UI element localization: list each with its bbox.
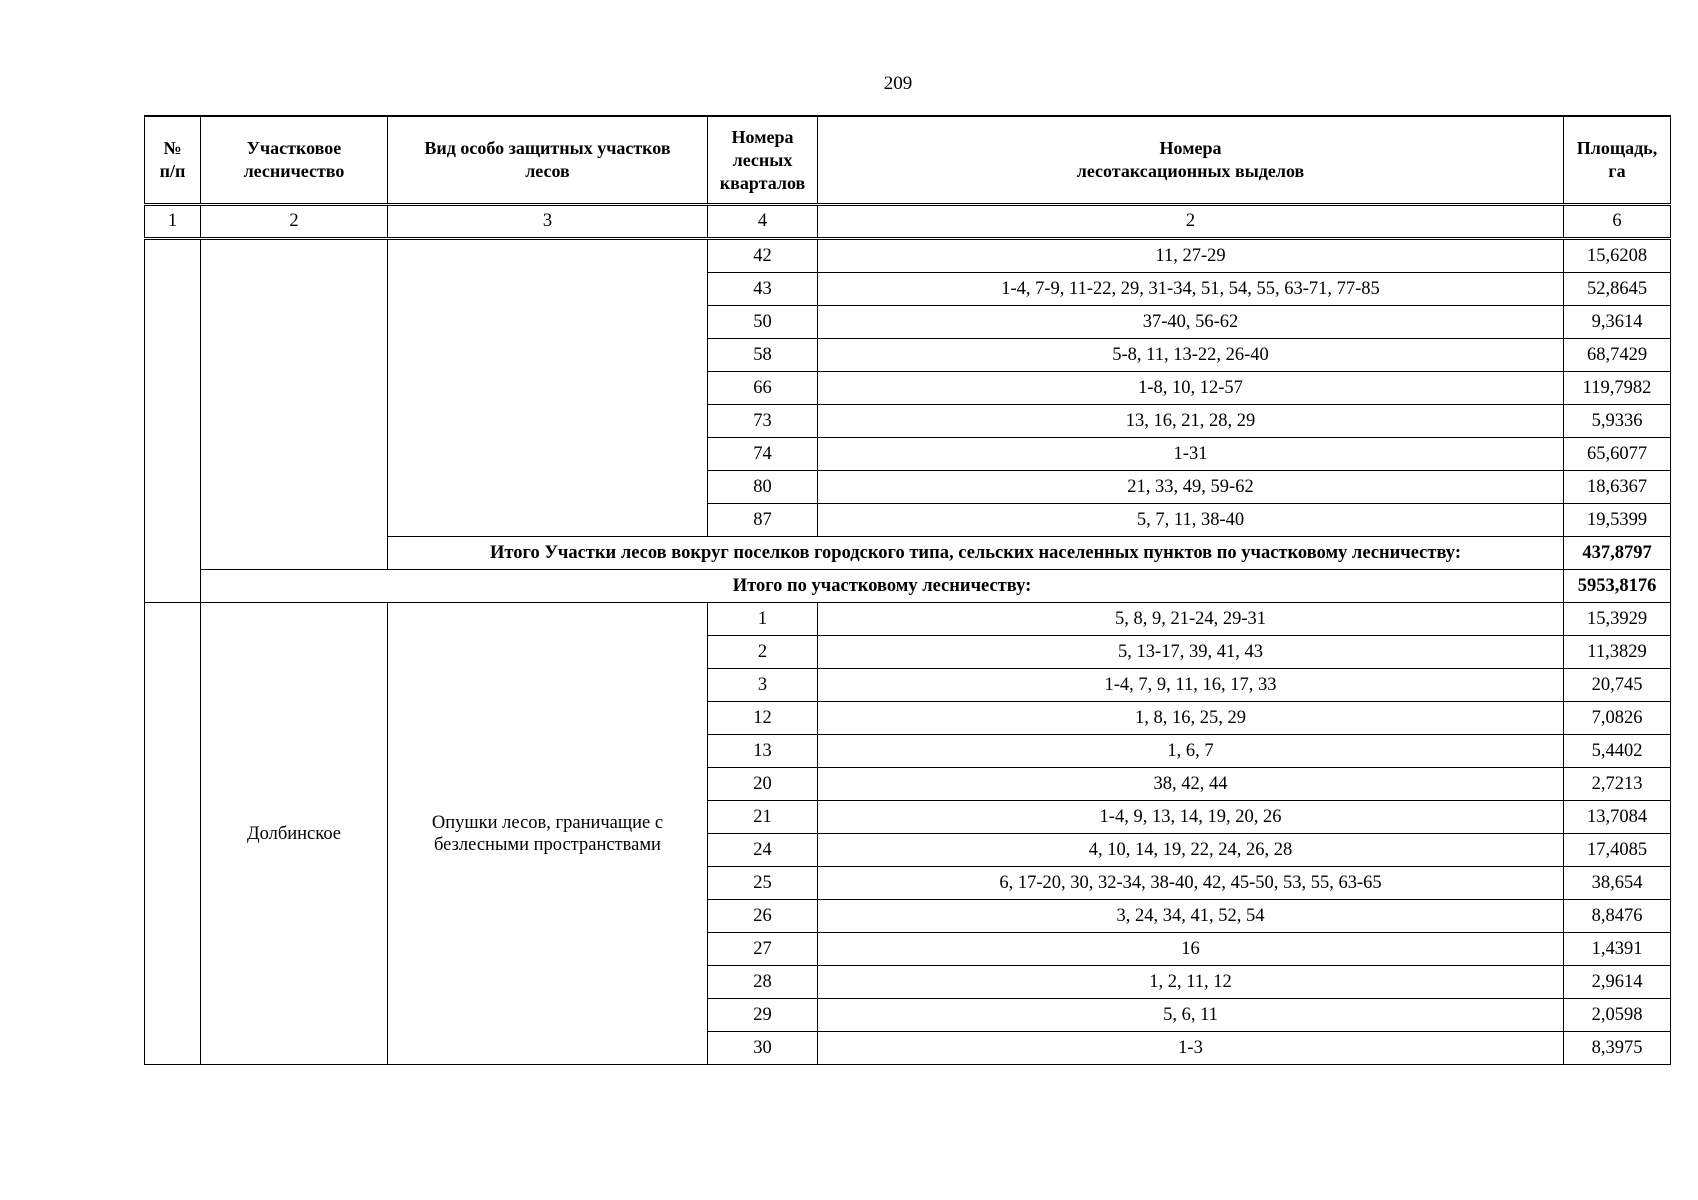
header-quarters: Номера лесных кварталов <box>708 116 818 205</box>
quarter-cell: 58 <box>708 339 818 372</box>
total-label: Итого по участковому лесничеству: <box>201 570 1564 603</box>
quarter-cell: 13 <box>708 735 818 768</box>
area-cell: 8,3975 <box>1564 1032 1671 1065</box>
column-number: 6 <box>1564 205 1671 239</box>
area-cell: 19,5399 <box>1564 504 1671 537</box>
allotments-cell: 5, 6, 11 <box>818 999 1564 1032</box>
allotments-cell: 5-8, 11, 13-22, 26-40 <box>818 339 1564 372</box>
quarter-cell: 24 <box>708 834 818 867</box>
header-forestry: Участковое лесничество <box>201 116 388 205</box>
area-cell: 11,3829 <box>1564 636 1671 669</box>
quarter-cell: 42 <box>708 239 818 273</box>
allotments-cell: 5, 8, 9, 21-24, 29-31 <box>818 603 1564 636</box>
table-body <box>145 239 1671 1065</box>
quarter-cell: 20 <box>708 768 818 801</box>
total-row <box>145 570 1671 603</box>
area-cell: 13,7084 <box>1564 801 1671 834</box>
area-cell: 1,4391 <box>1564 933 1671 966</box>
area-cell: 2,7213 <box>1564 768 1671 801</box>
allotments-cell: 3, 24, 34, 41, 52, 54 <box>818 900 1564 933</box>
quarter-cell: 74 <box>708 438 818 471</box>
quarter-cell: 21 <box>708 801 818 834</box>
column-number: 4 <box>708 205 818 239</box>
area-cell: 2,0598 <box>1564 999 1671 1032</box>
number-cell <box>145 603 201 1065</box>
area-cell: 20,745 <box>1564 669 1671 702</box>
allotments-cell: 1-8, 10, 12-57 <box>818 372 1564 405</box>
allotments-cell: 1, 8, 16, 25, 29 <box>818 702 1564 735</box>
forestry-cell: Долбинское <box>201 603 388 1065</box>
allotments-cell: 1-3 <box>818 1032 1564 1065</box>
quarter-cell: 3 <box>708 669 818 702</box>
allotments-cell: 5, 7, 11, 38-40 <box>818 504 1564 537</box>
number-cell <box>145 239 201 603</box>
area-cell: 2,9614 <box>1564 966 1671 999</box>
allotments-cell: 1-4, 9, 13, 14, 19, 20, 26 <box>818 801 1564 834</box>
area-cell: 18,6367 <box>1564 471 1671 504</box>
subtotal-value: 437,8797 <box>1564 537 1671 570</box>
column-number: 1 <box>145 205 201 239</box>
header-protection-type: Вид особо защитных участков лесов <box>388 116 708 205</box>
column-number: 2 <box>818 205 1564 239</box>
allotments-cell: 1, 2, 11, 12 <box>818 966 1564 999</box>
forest-areas-table <box>144 115 1671 1065</box>
area-cell: 52,8645 <box>1564 273 1671 306</box>
total-value: 5953,8176 <box>1564 570 1671 603</box>
allotments-cell: 38, 42, 44 <box>818 768 1564 801</box>
quarter-cell: 26 <box>708 900 818 933</box>
area-cell: 15,3929 <box>1564 603 1671 636</box>
allotments-cell: 13, 16, 21, 28, 29 <box>818 405 1564 438</box>
quarter-cell: 2 <box>708 636 818 669</box>
area-cell: 9,3614 <box>1564 306 1671 339</box>
table-row <box>145 239 1671 273</box>
area-cell: 65,6077 <box>1564 438 1671 471</box>
allotments-cell: 37-40, 56-62 <box>818 306 1564 339</box>
area-cell: 68,7429 <box>1564 339 1671 372</box>
area-cell: 15,6208 <box>1564 239 1671 273</box>
area-cell: 17,4085 <box>1564 834 1671 867</box>
quarter-cell: 73 <box>708 405 818 438</box>
quarter-cell: 27 <box>708 933 818 966</box>
allotments-cell: 1-31 <box>818 438 1564 471</box>
protection-type-cell: Опушки лесов, граничащие с безлесными пространствами <box>388 603 708 1065</box>
quarter-cell: 12 <box>708 702 818 735</box>
area-cell: 38,654 <box>1564 867 1671 900</box>
column-number: 2 <box>201 205 388 239</box>
area-cell: 5,4402 <box>1564 735 1671 768</box>
allotments-cell: 1-4, 7-9, 11-22, 29, 31-34, 51, 54, 55, 63-71, 77-85 <box>818 273 1564 306</box>
forestry-cell <box>201 239 388 570</box>
header-number: № п/п <box>145 116 201 205</box>
quarter-cell: 43 <box>708 273 818 306</box>
area-cell: 5,9336 <box>1564 405 1671 438</box>
protection-type-cell <box>388 239 708 537</box>
allotments-cell: 1-4, 7, 9, 11, 16, 17, 33 <box>818 669 1564 702</box>
allotments-cell: 11, 27-29 <box>818 239 1564 273</box>
quarter-cell: 1 <box>708 603 818 636</box>
quarter-cell: 29 <box>708 999 818 1032</box>
area-cell: 7,0826 <box>1564 702 1671 735</box>
header-area: Площадь, га <box>1564 116 1671 205</box>
allotments-cell: 4, 10, 14, 19, 22, 24, 26, 28 <box>818 834 1564 867</box>
quarter-cell: 25 <box>708 867 818 900</box>
quarter-cell: 80 <box>708 471 818 504</box>
quarter-cell: 30 <box>708 1032 818 1065</box>
column-number-row <box>145 205 1671 239</box>
area-cell: 8,8476 <box>1564 900 1671 933</box>
subtotal-label: Итого Участки лесов вокруг поселков городского типа, сельских населенных пунктов по участковому лесничеству: <box>388 537 1564 570</box>
quarter-cell: 50 <box>708 306 818 339</box>
quarter-cell: 28 <box>708 966 818 999</box>
allotments-cell: 1, 6, 7 <box>818 735 1564 768</box>
area-cell: 119,7982 <box>1564 372 1671 405</box>
allotments-cell: 5, 13-17, 39, 41, 43 <box>818 636 1564 669</box>
quarter-cell: 87 <box>708 504 818 537</box>
table-row <box>145 603 1671 636</box>
allotments-cell: 21, 33, 49, 59-62 <box>818 471 1564 504</box>
column-number: 3 <box>388 205 708 239</box>
allotments-cell: 6, 17-20, 30, 32-34, 38-40, 42, 45-50, 53, 55, 63-65 <box>818 867 1564 900</box>
header-row <box>145 116 1671 205</box>
page-number: 209 <box>883 73 913 94</box>
quarter-cell: 66 <box>708 372 818 405</box>
allotments-cell: 16 <box>818 933 1564 966</box>
header-allotments: Номера лесотаксационных выделов <box>818 116 1564 205</box>
